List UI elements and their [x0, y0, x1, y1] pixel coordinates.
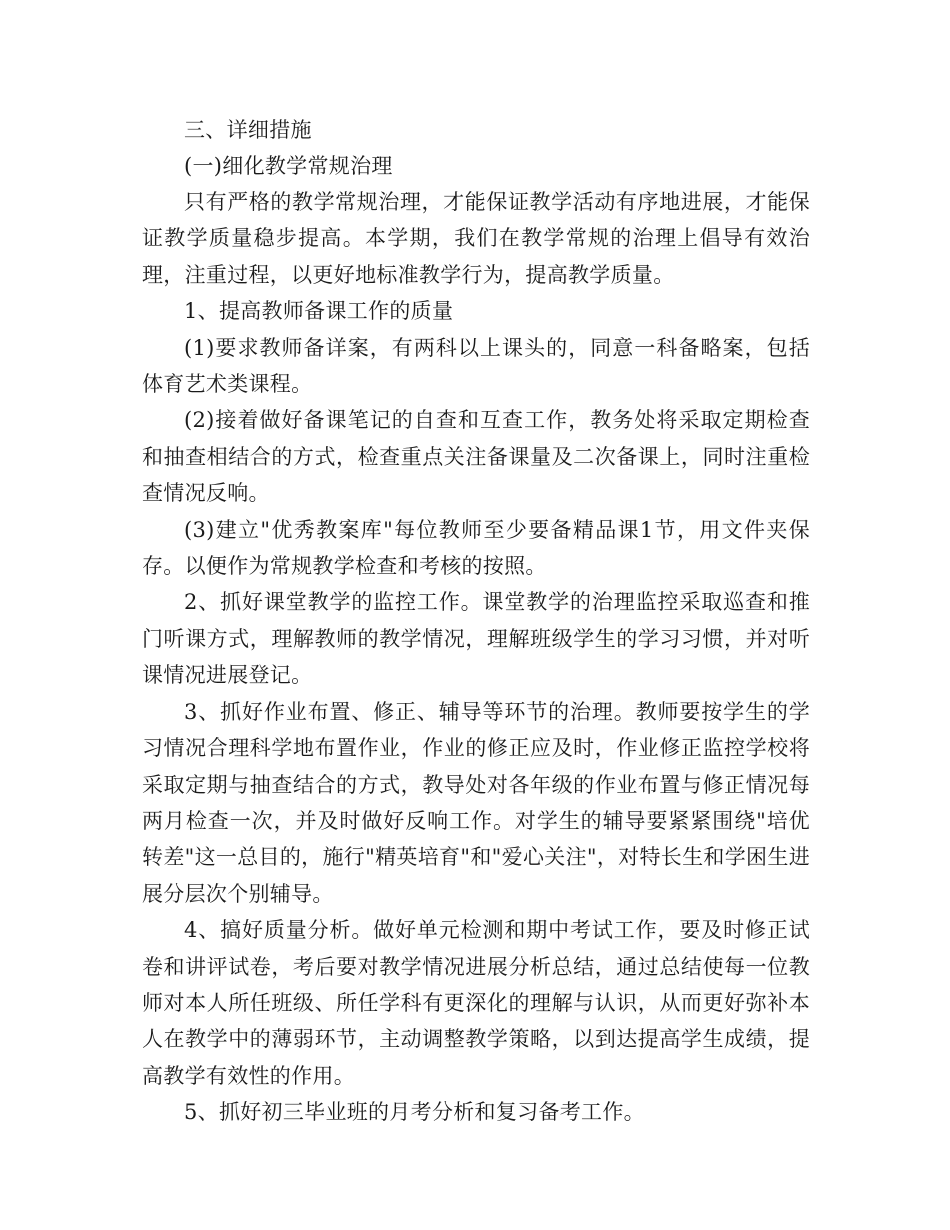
subsection-heading: (一)细化教学常规治理: [184, 154, 393, 178]
document-page: [142, 112, 810, 1131]
paragraph-item-5: 5、抓好初三毕业班的月考分析和复习备考工作。: [184, 1100, 645, 1125]
section-heading: 三、详细措施: [184, 118, 312, 142]
paragraph-item-2: 2、抓好课堂教学的监控工作。课堂教学的治理监控采取巡查和推门听课方式，理解教师的教学情况，理解班级学生的学习习惯，并对听课情况进展登记。: [142, 590, 810, 688]
paragraph-item-1-1: (1)要求教师备详案，有两科以上课头的，同意一科备略案，包括体育艺术类课程。: [142, 335, 810, 397]
paragraph-item-3: 3、抓好作业布置、修正、辅导等环节的治理。教师要按学生的学习情况合理科学地布置作业，作业的修正应及时，作业修正监控学校将采取定期与抽查结合的方式，教导处对各年级的作业布置与修正情况每两月检查一次，并及时做好反响工作。对学生的辅导要紧紧围绕"培优转差"这一总目的，施行"精英培育"和"爱心关注"，对特长生和学困生进展分层次个别辅导。: [142, 699, 810, 906]
paragraph-item-1: 1、提高教师备课工作的质量: [184, 299, 454, 324]
paragraph-item-4: 4、搞好质量分析。做好单元检测和期中考试工作，要及时修正试卷和讲评试卷，考后要对教学情况进展分析总结，通过总结使每一位教师对本人所任班级、所任学科有更深化的理解与认识，从而更好弥补本人在教学中的薄弱环节，主动调整教学策略，以到达提高学生成绩，提高教学有效性的作用。: [142, 918, 810, 1088]
paragraph-item-1-3: (3)建立"优秀教案库"每位教师至少要备精品课1节，用文件夹保存。以便作为常规教学检查和考核的按照。: [142, 517, 810, 579]
paragraph-item-1-2: (2)接着做好备课笔记的自查和互查工作，教务处将采取定期检查和抽查相结合的方式，检查重点关注备课量及二次备课上，同时注重检查情况反响。: [142, 408, 810, 506]
paragraph-intro: 只有严格的教学常规治理，才能保证教学活动有序地进展，才能保证教学质量稳步提高。本学期，我们在教学常规的治理上倡导有效治理，注重过程，以更好地标准教学行为，提高教学质量。: [142, 190, 810, 287]
